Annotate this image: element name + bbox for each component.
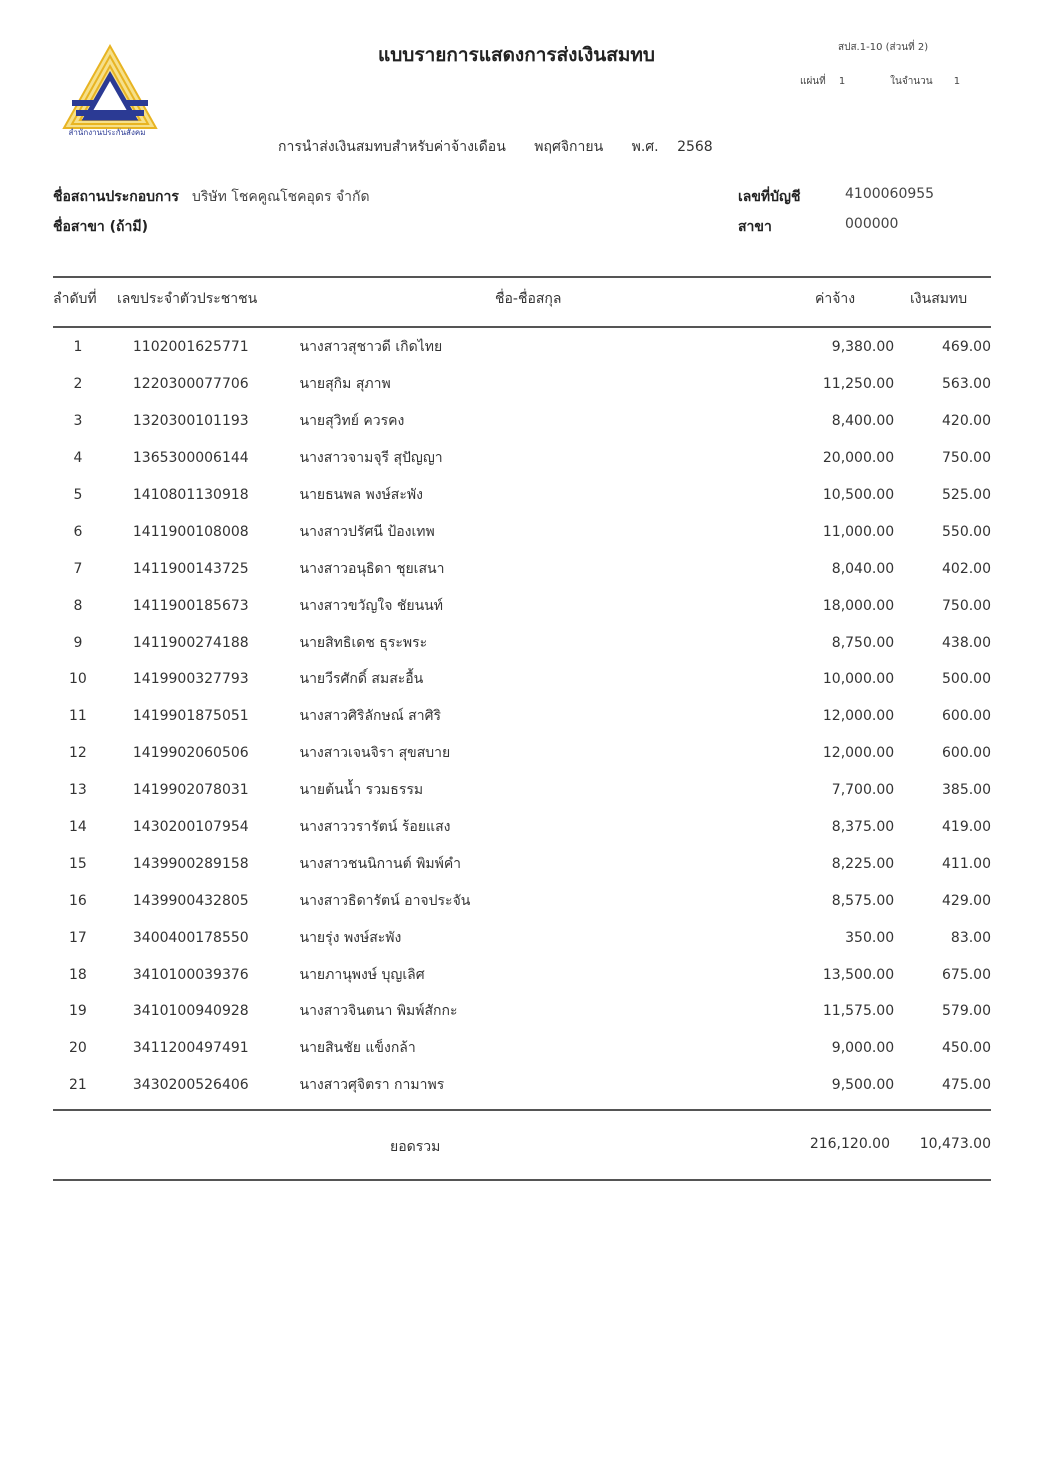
document-title: แบบรายการแสดงการส่งเงินสมทบ (378, 44, 655, 66)
table-row (53, 550, 991, 587)
table-row (53, 993, 991, 1030)
row-number: 1 (73, 339, 83, 356)
contribution-table (53, 329, 991, 1104)
year-label: พ.ศ. (631, 139, 659, 155)
col-header-name: ชื่อ-ชื่อสกุล (495, 291, 562, 307)
contribution-amount: 600.00 (942, 745, 991, 762)
row-number: 17 (69, 929, 87, 946)
col-header-id: เลขประจำตัวประชาชน (117, 291, 258, 307)
national-id: 1411900108008 (132, 523, 249, 540)
contribution-amount: 475.00 (942, 1077, 991, 1094)
national-id: 3410100940928 (132, 1003, 249, 1020)
row-number: 15 (69, 855, 87, 872)
contribution-amount: 500.00 (942, 671, 991, 688)
logo-caption: สำนักงานประกันสังคม (68, 128, 146, 137)
contribution-amount: 750.00 (942, 597, 991, 614)
employer-name: บริษัท โชคคูณโชคอุดร จำกัด (192, 189, 370, 205)
row-number: 21 (69, 1077, 87, 1094)
period-month: พฤศจิกายน (534, 139, 604, 155)
row-number: 3 (73, 413, 83, 430)
wage-amount: 11,000.00 (822, 523, 895, 540)
wage-amount: 8,040.00 (831, 560, 895, 577)
table-row (53, 698, 991, 735)
wage-amount: 9,500.00 (831, 1077, 895, 1094)
employee-name: นางสาวสุชาวดี เกิดไทย (299, 339, 443, 356)
national-id: 1410801130918 (132, 487, 249, 503)
sso-logo-icon (62, 44, 158, 134)
form-code: สปส.1-10 (ส่วนที่ 2) (838, 42, 929, 53)
national-id: 1419901875051 (132, 708, 249, 725)
national-id: 1419900327793 (132, 671, 249, 688)
sheet-number: 1 (838, 76, 846, 87)
employee-name: นายสุวิทย์ ควรคง (299, 413, 405, 430)
wage-amount: 13,500.00 (822, 966, 895, 983)
row-number: 18 (69, 966, 87, 983)
national-id: 1419902078031 (132, 782, 249, 799)
employer-name-row (53, 186, 370, 208)
table-row (53, 366, 991, 403)
table-row (53, 477, 991, 514)
national-id: 1419902060506 (132, 745, 249, 762)
contribution-amount: 402.00 (942, 560, 991, 577)
employee-name: นายรุ่ง พงษ์สะพัง (299, 929, 402, 946)
header-top-rule (53, 276, 991, 278)
total-contribution: 10,473.00 (919, 1136, 991, 1152)
row-number: 6 (73, 523, 83, 540)
contribution-amount: 525.00 (942, 487, 991, 503)
table-row (53, 329, 991, 366)
national-id: 1220300077706 (132, 376, 249, 393)
employee-name: นางสาวชนนิกานต์ พิมพ์คำ (299, 855, 462, 872)
employee-name: นางสาวขวัญใจ ชัยนนท์ (299, 597, 443, 614)
national-id: 1102001625771 (132, 339, 249, 356)
employee-name: นายสุกิม สุภาพ (299, 376, 391, 393)
table-row (53, 403, 991, 440)
contribution-amount: 429.00 (942, 892, 991, 909)
table-row (53, 809, 991, 846)
employee-name: นางสาวธิดารัตน์ อาจประจัน (299, 892, 471, 909)
wage-amount: 18,000.00 (822, 597, 895, 614)
branch-number: 000000 (845, 216, 899, 232)
period-year: 2568 (677, 139, 713, 155)
totals-bottom-rule (53, 1179, 991, 1181)
of-label: ในจำนวน (890, 76, 933, 87)
wage-amount: 8,375.00 (831, 819, 895, 836)
wage-amount: 12,000.00 (822, 745, 895, 762)
national-id: 3410100039376 (132, 966, 249, 983)
contribution-amount: 411.00 (942, 855, 991, 872)
table-row (53, 513, 991, 550)
national-id: 1439900432805 (132, 892, 249, 909)
wage-amount: 8,225.00 (831, 855, 895, 872)
row-number: 11 (69, 708, 87, 725)
employee-name: นายวีรศักดิ์ สมสะอื้น (299, 671, 424, 688)
employee-name: นายสินชัย แข็งกล้า (299, 1040, 416, 1057)
wage-amount: 350.00 (845, 929, 895, 946)
branch-name-row (53, 216, 148, 238)
wage-amount: 11,575.00 (822, 1003, 895, 1020)
contribution-amount: 420.00 (942, 413, 991, 430)
national-id: 3430200526406 (132, 1077, 249, 1094)
row-number: 13 (69, 782, 87, 799)
wage-amount: 9,000.00 (831, 1040, 895, 1057)
of-total: 1 (953, 76, 961, 87)
col-header-contribution: เงินสมทบ (910, 291, 968, 307)
employee-name: นายต้นน้ำ รวมธรรม (299, 782, 424, 799)
sheet-label: แผ่นที่ (800, 76, 826, 87)
row-number: 7 (73, 560, 83, 577)
sheet-info (800, 74, 960, 89)
contribution-amount: 750.00 (942, 450, 991, 467)
table-row (53, 440, 991, 477)
employee-name: นายธนพล พงษ์สะพัง (299, 487, 423, 503)
employee-name: นางสาวปรัศนี ป้องเทพ (299, 523, 435, 540)
period-label: การนำส่งเงินสมทบสำหรับค่าจ้างเดือน (278, 139, 506, 155)
wage-amount: 20,000.00 (822, 450, 895, 467)
branch-label: สาขา (738, 219, 772, 235)
employee-name: นายภานุพงษ์ บุญเลิศ (299, 966, 425, 983)
row-number: 20 (69, 1040, 87, 1057)
table-row (53, 661, 991, 698)
wage-amount: 9,380.00 (831, 339, 895, 356)
account-label: เลขที่บัญชี (738, 189, 801, 205)
contribution-amount: 83.00 (950, 929, 991, 946)
employee-name: นางสาวเจนจิรา สุขสบาย (299, 745, 451, 762)
row-number: 4 (73, 450, 83, 467)
contribution-amount: 419.00 (942, 819, 991, 836)
row-number: 19 (69, 1003, 87, 1020)
table-row (53, 624, 991, 661)
table-row (53, 882, 991, 919)
account-number: 4100060955 (845, 186, 935, 202)
table-row (53, 956, 991, 993)
branch-row (738, 216, 772, 238)
wage-amount: 8,750.00 (831, 634, 895, 651)
contribution-amount: 550.00 (942, 523, 991, 540)
national-id: 1430200107954 (132, 819, 249, 836)
employee-name: นางสาวจามจุรี สุปัญญา (299, 450, 443, 467)
wage-amount: 7,700.00 (831, 782, 895, 799)
branch-name-label: ชื่อสาขา (ถ้ามี) (53, 219, 148, 235)
row-number: 5 (73, 487, 83, 503)
contribution-amount: 385.00 (942, 782, 991, 799)
wage-amount: 10,000.00 (822, 671, 895, 688)
wage-amount: 8,400.00 (831, 413, 895, 430)
row-number: 10 (69, 671, 87, 688)
contribution-amount: 469.00 (942, 339, 991, 356)
row-number: 12 (69, 745, 87, 762)
row-number: 16 (69, 892, 87, 909)
row-number: 9 (73, 634, 83, 651)
national-id: 1320300101193 (132, 413, 249, 430)
employer-name-label: ชื่อสถานประกอบการ (53, 189, 179, 205)
contribution-period (278, 136, 737, 158)
table-row (53, 919, 991, 956)
employee-name: นายสิทธิเดช ธุระพระ (299, 634, 428, 651)
employee-name: นางสาวศิริลักษณ์ สาศิริ (299, 708, 441, 725)
employee-name: นางสาวจินตนา พิมพ์สักกะ (299, 1003, 458, 1020)
contribution-amount: 563.00 (942, 376, 991, 393)
contribution-amount: 579.00 (942, 1003, 991, 1020)
national-id: 1439900289158 (132, 855, 249, 872)
wage-amount: 12,000.00 (822, 708, 895, 725)
national-id: 3400400178550 (132, 929, 249, 946)
national-id: 1411900274188 (132, 634, 249, 651)
table-row (53, 845, 991, 882)
account-row (738, 186, 800, 208)
row-number: 8 (73, 597, 83, 614)
wage-amount: 8,575.00 (831, 892, 895, 909)
totals-top-rule (53, 1109, 991, 1111)
contribution-amount: 450.00 (942, 1040, 991, 1057)
header-bottom-rule (53, 326, 991, 328)
contribution-amount: 675.00 (942, 966, 991, 983)
table-row (53, 1067, 991, 1104)
contribution-amount: 600.00 (942, 708, 991, 725)
col-header-wage: ค่าจ้าง (815, 291, 856, 307)
national-id: 1411900185673 (132, 597, 249, 614)
total-wage: 216,120.00 (809, 1136, 890, 1152)
national-id: 1411900143725 (132, 560, 249, 577)
wage-amount: 10,500.00 (822, 487, 895, 503)
table-row (53, 772, 991, 809)
wage-amount: 11,250.00 (822, 376, 895, 393)
contribution-amount: 438.00 (942, 634, 991, 651)
employee-name: นางสาววรารัตน์ ร้อยแสง (299, 819, 451, 836)
total-label: ยอดรวม (390, 1139, 441, 1155)
table-row (53, 1030, 991, 1067)
table-row (53, 587, 991, 624)
national-id: 3411200497491 (132, 1040, 249, 1057)
employee-name: นางสาวศุจิตรา กามาพร (299, 1077, 445, 1094)
table-row (53, 735, 991, 772)
col-header-no: ลำดับที่ (53, 291, 97, 307)
row-number: 14 (69, 819, 87, 836)
employee-name: นางสาวอนุธิดา ชุยเสนา (299, 560, 445, 577)
row-number: 2 (73, 376, 83, 393)
national-id: 1365300006144 (132, 450, 249, 467)
